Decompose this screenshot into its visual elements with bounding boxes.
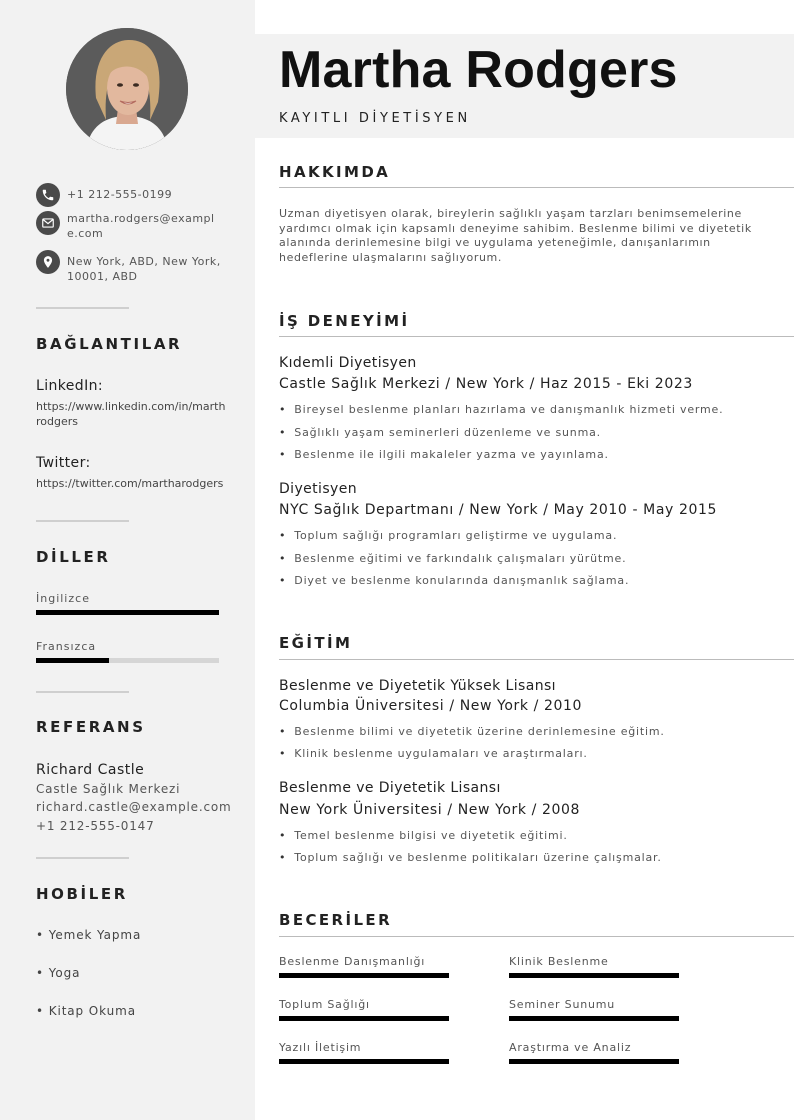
education-bullet: • Toplum sağlığı ve beslenme politikaları üzerine çalışmalar. — [279, 851, 662, 864]
job-bullet: • Beslenme eğitimi ve farkındalık çalışmaları yürütme. — [279, 552, 626, 565]
hobbies-heading: HOBİLER — [36, 885, 128, 903]
education-heading: EĞİTİM — [279, 634, 353, 652]
language-level-bar — [36, 658, 219, 663]
skill-name: Araştırma ve Analiz — [509, 1041, 632, 1054]
mail-icon — [36, 211, 60, 235]
contact-address — [36, 250, 226, 284]
skills-heading: BECERİLER — [279, 911, 393, 929]
language-level-bar — [36, 610, 219, 615]
address-text: New York, ABD, New York, 10001, ABD — [67, 255, 221, 283]
phone-text: +1 212-555-0199 — [67, 188, 173, 201]
linkedin-label: LinkedIn: — [36, 378, 103, 394]
links-heading: BAĞLANTILAR — [36, 335, 183, 353]
reference-org: Castle Sağlık Merkezi — [36, 782, 181, 796]
skill-level-bar — [509, 973, 679, 978]
skill-name: Yazılı İletişim — [279, 1041, 362, 1054]
candidate-name: Martha Rodgers — [279, 41, 678, 99]
sidebar-divider — [36, 857, 129, 859]
experience-heading: İŞ DENEYİMİ — [279, 312, 410, 330]
contact-phone — [36, 183, 226, 207]
twitter-link[interactable]: https://twitter.com/martharodgers — [36, 477, 224, 490]
job-bullet: • Sağlıklı yaşam seminerleri düzenleme ve sunma. — [279, 426, 601, 439]
job-bullet: • Toplum sağlığı programları geliştirme ve uygulama. — [279, 529, 617, 542]
reference-name: Richard Castle — [36, 762, 145, 778]
job-title: KAYITLI DİYETİSYEN — [279, 111, 471, 126]
skill-name: Klinik Beslenme — [509, 955, 609, 968]
sidebar-divider — [36, 520, 129, 522]
section-divider — [279, 187, 794, 188]
hobby-item: • Yoga — [36, 966, 81, 980]
education-bullet: • Temel beslenme bilgisi ve diyetetik eğitimi. — [279, 829, 568, 842]
skill-level-bar — [509, 1059, 679, 1064]
section-divider — [279, 659, 794, 660]
job-bullet: • Bireysel beslenme planları hazırlama ve danışmanlık hizmeti verme. — [279, 403, 723, 416]
phone-icon — [36, 183, 60, 207]
twitter-label: Twitter: — [36, 455, 91, 471]
job-title: Kıdemli Diyetisyen — [279, 355, 417, 371]
about-heading: HAKKIMDA — [279, 163, 391, 181]
language-level-fill — [36, 610, 219, 615]
skill-name: Seminer Sunumu — [509, 998, 616, 1011]
language-name: İngilizce — [36, 592, 90, 605]
job-bullet: • Beslenme ile ilgili makaleler yazma ve yayınlama. — [279, 448, 609, 461]
section-divider — [279, 936, 794, 937]
education-degree: Beslenme ve Diyetetik Lisansı — [279, 780, 501, 796]
education-details: New York Üniversitesi / New York / 2008 — [279, 802, 581, 818]
skill-level-bar — [279, 1059, 449, 1064]
sidebar-divider — [36, 307, 129, 309]
skill-name: Beslenme Danışmanlığı — [279, 955, 426, 968]
reference-phone: +1 212-555-0147 — [36, 819, 155, 833]
about-text: Uzman diyetisyen olarak, bireylerin sağlıklı yaşam tarzları benimsemelerine yardımcı olmak için kapsamlı deneyime sahibim. Beslenme bilimi ve diyetetik alanında derinlemesine bilgi ve uygulama yeteneğimle, danışanlarımın hedeflerine ulaşmalarını sağlıyorum. — [279, 207, 752, 265]
email-text[interactable]: martha.rodgers@example.com — [67, 212, 215, 240]
contact-email — [36, 211, 226, 241]
hobby-item: • Kitap Okuma — [36, 1004, 136, 1018]
education-bullet: • Beslenme bilimi ve diyetetik üzerine derinlemesine eğitim. — [279, 725, 665, 738]
section-divider — [279, 336, 794, 337]
location-pin-icon — [36, 250, 60, 274]
reference-email[interactable]: richard.castle@example.com — [36, 800, 232, 814]
reference-heading: REFERANS — [36, 718, 146, 736]
languages-heading: DİLLER — [36, 548, 111, 566]
language-name: Fransızca — [36, 640, 97, 653]
language-level-fill — [36, 658, 109, 663]
profile-photo — [66, 28, 188, 150]
skill-level-bar — [509, 1016, 679, 1021]
skill-level-bar — [279, 1016, 449, 1021]
skill-name: Toplum Sağlığı — [279, 998, 370, 1011]
job-title: Diyetisyen — [279, 481, 358, 497]
hobby-item: • Yemek Yapma — [36, 928, 142, 942]
education-bullet: • Klinik beslenme uygulamaları ve araştırmaları. — [279, 747, 588, 760]
linkedin-link[interactable]: https://www.linkedin.com/in/marthrodgers — [36, 400, 226, 428]
job-bullet: • Diyet ve beslenme konularında danışmanlık sağlama. — [279, 574, 629, 587]
education-degree: Beslenme ve Diyetetik Yüksek Lisansı — [279, 678, 556, 694]
skill-level-bar — [279, 973, 449, 978]
education-details: Columbia Üniversitesi / New York / 2010 — [279, 698, 583, 714]
job-details: Castle Sağlık Merkezi / New York / Haz 2015 - Eki 2023 — [279, 376, 693, 392]
job-details: NYC Sağlık Departmanı / New York / May 2010 - May 2015 — [279, 502, 717, 518]
sidebar-divider — [36, 691, 129, 693]
